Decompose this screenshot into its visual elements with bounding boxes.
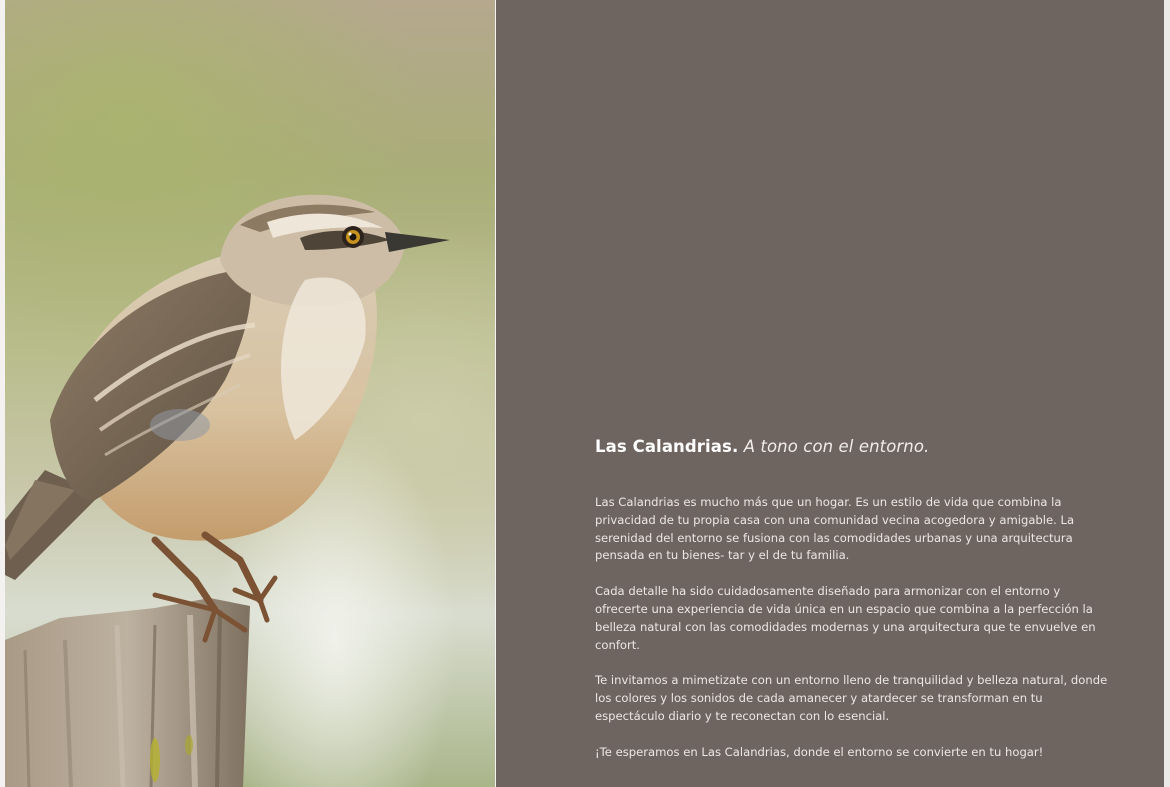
paragraph-closing: ¡Te esperamos en Las Calandrias, donde el entorno se convierte en tu hogar! xyxy=(595,744,1044,759)
bird-illustration xyxy=(5,0,495,787)
bird-photo xyxy=(5,0,495,787)
paragraph-intro: Las Calandrias es mucho más que un hogar. Es un estilo de vida que combina la privacidad de tu propia casa con una comunidad vecina acogedora y amigable. La serenidad del entorno se fusiona con las comodidades urbanas y una arquitectura pensada en tu bienes- tar y el de tu familia. xyxy=(595,495,1075,563)
page-edge xyxy=(1164,0,1170,787)
headline-subtitle: A tono con el entorno. xyxy=(743,437,930,456)
body-text xyxy=(595,494,1115,780)
paragraph-invitation: Te invitamos a mimetizate con un entorno lleno de tranquilidad y belleza natural, donde los colores y los sonidos de cada amanecer y atardecer se transforman en tu espectáculo diario y te reconectan con lo esencial. xyxy=(595,673,1108,723)
wooden-post xyxy=(5,598,250,787)
paragraph-design: Cada detalle ha sido cuidadosamente diseñado para armonizar con el entorno y ofrecerte una experiencia de vida única en un espacio que combina a la perfección la belleza natural con las comodidades modernas y una arquitectura que te envuelve en confort. xyxy=(595,584,1096,652)
text-panel xyxy=(496,0,1164,787)
bird-beak xyxy=(385,232,450,252)
headline xyxy=(595,437,1115,456)
headline-title: Las Calandrias. xyxy=(595,437,739,456)
